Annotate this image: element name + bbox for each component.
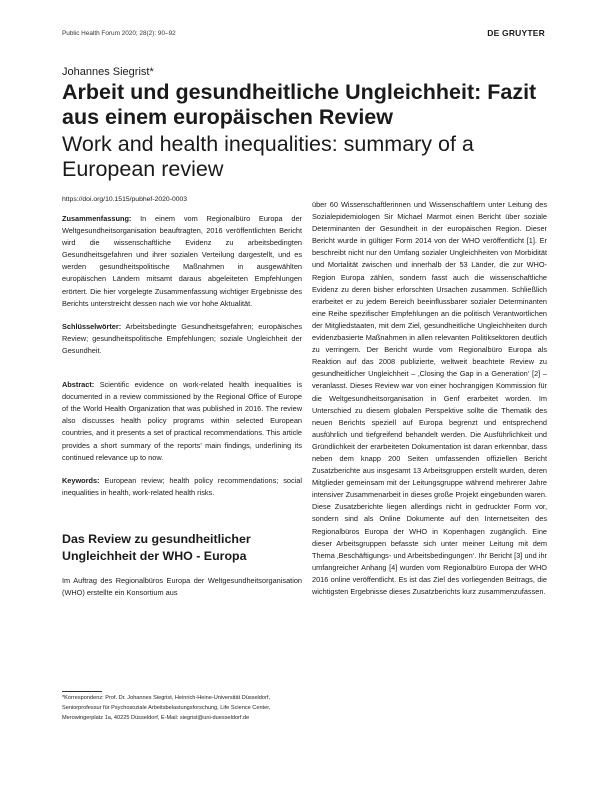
- zusammenfassung-text: In einem vom Regionalbüro Europa der Weltgesundheitsorganisation beauftragten, 2016 veröffentlichten Bericht wird die wissenschaftliche Evidenz zu arbeitsbedingten Gesundheitsgefahren und ihrer sozialen Verteilung dargestellt, und es werden gesundheitspolitische Maßnahmen in ausgewählten europäischen Ländern mitsamt daraus abgeleiteten Empfehlungen erörtert. Die hier vorgelegte Zusammenfassung wichtiger Ergebnisse des Berichts unterstreicht dessen nach wie vor hohe Aktualität.: [62, 214, 302, 308]
- correspondence-footnote: *Korrespondenz: Prof. Dr. Johannes Siegrist, Heinrich-Heine-Universität Düsseldorf, Seniorprofessur für Psychosoziale Arbeitsbelastungsforschung, Life Science Center, Merowingerplatz 1a, 40225 Düsseldorf, E-Mail: siegrist@uni-duesseldorf.de: [62, 695, 271, 721]
- left-column: [62, 196, 302, 610]
- title-german: Arbeit und gesundheitliche Ungleichheit: Fazit aus einem europäischen Review: [62, 80, 537, 129]
- keywords-paragraph: [62, 475, 302, 499]
- title-english: Work and health inequalities: summary of a European review: [62, 132, 474, 181]
- abstract-paragraph: [62, 379, 302, 464]
- schluesselwoerter-label: Schlüsselwörter:: [62, 321, 122, 331]
- publisher-logo: DE GRUYTER: [487, 28, 545, 38]
- abstract-label: Abstract:: [62, 380, 95, 390]
- doi-link[interactable]: https://doi.org/10.1515/pubhef-2020-0003: [62, 196, 188, 203]
- section-heading: Das Review zu gesundheitlicher Ungleichheit der WHO - Europa: [62, 531, 251, 563]
- abstract-text: Scientific evidence on work-related health inequalities is documented in a review commissioned by the Regional Office of Europe of the World Health Organization that was published in 2016. The review also discusses health policy programs within selected European countries, and it presents a set of practical recommendations. This article provides a short summary of the reports’ main findings, underlining its continued relevance up to now.: [62, 380, 302, 462]
- author-name: Johannes Siegrist*: [62, 66, 154, 78]
- journal-reference: Public Health Forum 2020; 28(2): 90–92: [62, 30, 176, 37]
- schluesselwoerter-paragraph: [62, 321, 302, 357]
- schluesselwoerter-text: Arbeitsbedingte Gesundheitsgefahren; europäisches Review; gesundheitspolitische Empfehlungen; soziale Ungleichheit der Gesundheit.: [62, 321, 302, 355]
- right-column-paragraph: über 60 Wissenschaftlerinnen und Wissenschaftlern unter Leitung des Sozialepidemiologen Sir Michael Marmot einen Bericht über soziale Determinanten der Gesundheit in der europäischen Region. Dieser Bericht wurde in gültiger Form 2014 von der WHO veröffentlicht [1]. Er beschreibt nicht nur den Umfang sozialer Ungleichheiten von Morbidität und Mortalität zwischen und innerhalb der 53 Länder, die zur WHO-Region Europa zählen, sondern fasst auch die wissenschaftliche Evidenz zu deren bisher erforschten Ursachen zusammen. Schließlich erarbeitet er zu jedem Bereich beeinflussbarer sozialer Determinanten eine Reihe spezifischer Empfehlungen an die politisch Verantwortlichen der Mitgliedstaaten, mit dem Ziel, gesundheitliche Ungleichheiten durch evidenzbasierte Maßnahmen in allen relevanten Politiksektoren deutlich zu verringern. Der Bericht wurde vom Regionalbüro Europa als Reaktion auf das 2008 publizierte, weltweit beachtete Review zu gesundheitlicher Ungleichheit – ‚Closing the Gap in a Generation‘ [2] – veranlasst. Dieses Review war von einer hochrangigen Kommission für die Weltgesundheitsorganisation in Genf erarbeitet worden. Im Unterschied zu diesem globalen Perspektive sollte die Thematik des neuen Berichts speziell auf Europa begrenzt und entsprechend ausführlich und tiefgreifend behandelt werden. Die Ausführlichkeit und Gründlichkeit der erarbeiteten Dokumentation ist daran erkennbar, dass neben dem knapp 200 Seiten umfassenden offiziellen Bericht Zusatzberichte aus insgesamt 13 Arbeitsgruppen erstellt wurden, deren Mitglieder gemeinsam mit der Leitungsgruppe während mehrerer Jahre intensiver Zusammenarbeit in dieses große Projekt eingebunden waren. Diese Zusatzberichte liegen allerdings nicht in gedruckter Form vor, sondern sind als Online Dokumente auf den Internetseiten des Regionalbüros Europa der WHO in Kopenhagen zugänglich. Eine dieser Arbeitsgruppen befasste sich unter meiner Leitung mit dem Thema ‚Beschäftigungs- und Arbeitsbedingungen‘. Ihr Bericht [3] und ihr umfangreicher Anhang [4] wurden vom Regionalbüro Europa der WHO 2016 online veröffentlicht. Es ist das Ziel des vorliegenden Beitrags, die wichtigsten Ergebnisse dieses Zusatzberichts kurz zusammenzufassen.: [312, 200, 547, 596]
- zusammenfassung-paragraph: [62, 213, 302, 310]
- footnote-rule: [62, 691, 102, 692]
- right-column: [312, 196, 547, 609]
- section-paragraph: Im Auftrag des Regionalbüros Europa der Weltgesundheitsorganisation (WHO) erstellte ein Konsortium aus: [62, 575, 302, 597]
- keywords-text: European review; health policy recommendations; social inequalities in health, work-related health risks.: [62, 475, 302, 497]
- keywords-label: Keywords:: [62, 475, 100, 485]
- zusammenfassung-label: Zusammenfassung:: [62, 214, 132, 223]
